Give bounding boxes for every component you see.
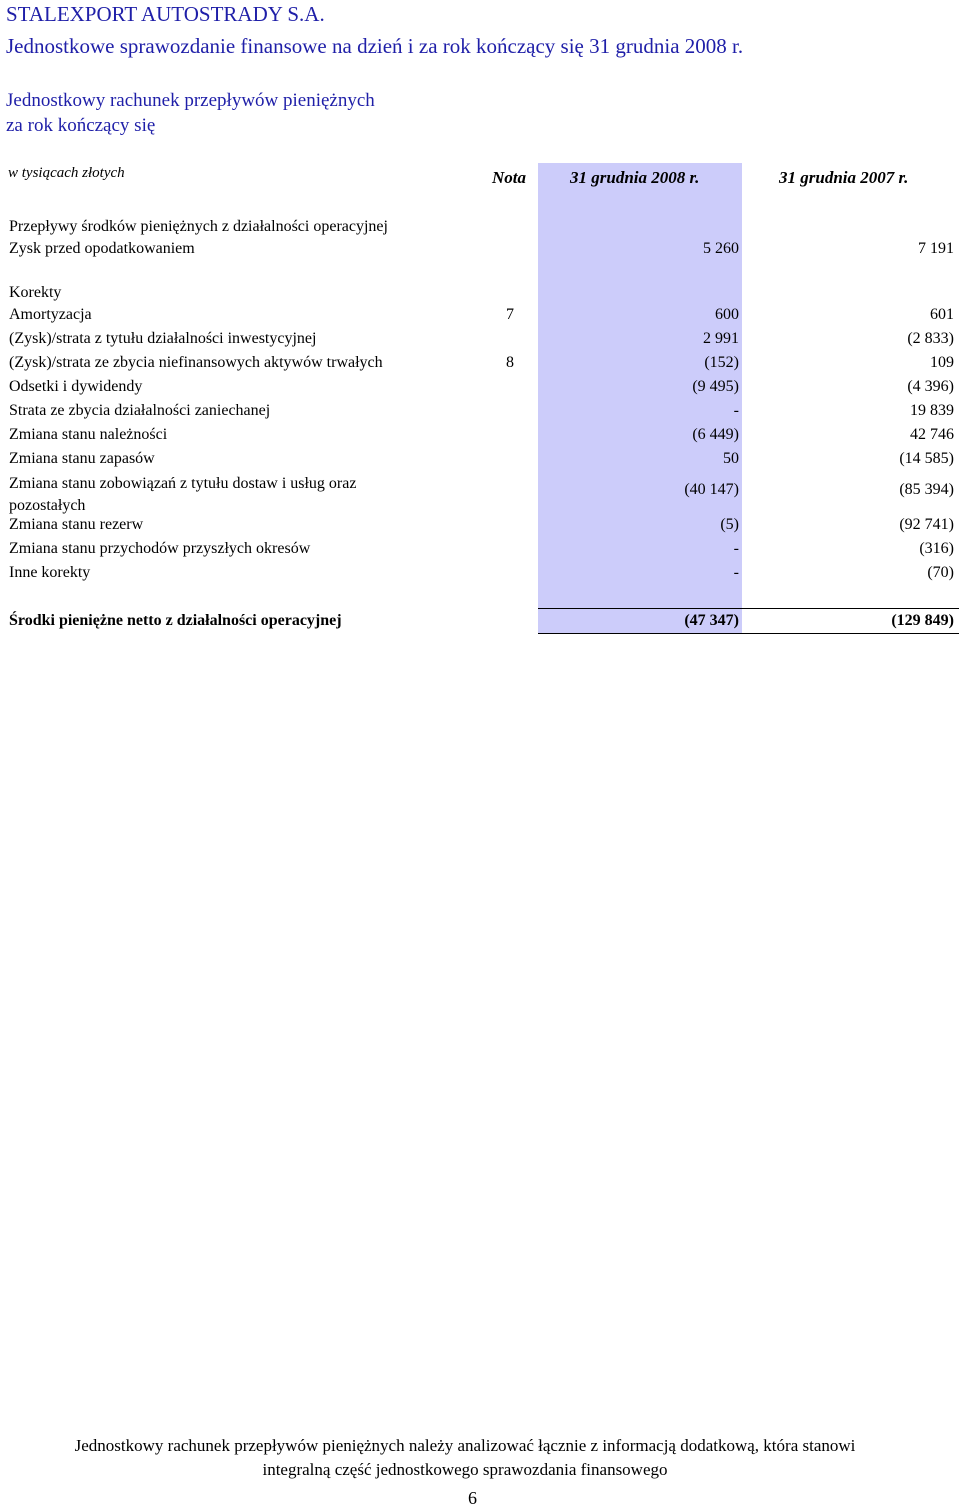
table-row: [0, 564, 960, 588]
total-label: Środki pieniężne netto z działalności operacyjnej: [9, 612, 342, 629]
row-2007: (2 833): [907, 330, 954, 347]
company-name: STALEXPORT AUTOSTRADY S.A.: [6, 2, 325, 26]
table-row: [0, 426, 960, 450]
table-row: [0, 306, 960, 330]
row-2008: 2 991: [703, 330, 739, 347]
row-2008: 50: [723, 450, 739, 467]
col-2008-header: 31 grudnia 2008 r.: [570, 168, 700, 187]
table-row: [0, 402, 960, 426]
row-2007: (92 741): [899, 516, 954, 533]
row-2008: 600: [715, 306, 739, 323]
row-2007: (85 394): [899, 481, 954, 498]
total-bottom-rule: [538, 633, 959, 634]
statement-subtitle: za rok kończący się: [6, 115, 156, 136]
adjustments-title-row: [0, 284, 960, 308]
footer-note-line2: integralną część jednostkowego sprawozdania finansowego: [262, 1460, 668, 1479]
profit-row: [0, 240, 960, 264]
row-2007: 109: [930, 354, 954, 371]
section-title: Przepływy środków pieniężnych z działalności operacyjnej: [9, 218, 388, 235]
nota-header: Nota: [492, 168, 526, 187]
section-title-row: [0, 218, 960, 242]
row-label: Inne korekty: [9, 564, 91, 581]
row-2007: 601: [930, 306, 954, 323]
row-2008: -: [733, 402, 739, 419]
row-label: (Zysk)/strata ze zbycia niefinansowych aktywów trwałych: [9, 354, 383, 371]
row-2008: (40 147): [684, 481, 739, 498]
statement-title: Jednostkowy rachunek przepływów pieniężnych: [6, 90, 375, 111]
row-2008: (6 449): [692, 426, 739, 443]
row-label: Zmiana stanu zapasów: [9, 450, 155, 467]
row-2008: (9 495): [692, 378, 739, 395]
unit-label: w tysiącach złotych: [8, 165, 125, 181]
row-2007: (14 585): [899, 450, 954, 467]
report-title: Jednostkowe sprawozdanie finansowe na dzień i za rok kończący się 31 grudnia 2008 r.: [6, 34, 744, 58]
table-row: [0, 330, 960, 354]
total-2007: (129 849): [891, 612, 954, 629]
row-label: Zmiana stanu przychodów przyszłych okresów: [9, 540, 311, 557]
table-row: [0, 516, 960, 540]
table-row: [0, 378, 960, 402]
row-nota: 7: [506, 306, 514, 323]
row-label: Strata ze zbycia działalności zaniechanej: [9, 402, 271, 419]
row-2008: -: [733, 564, 739, 581]
row-label: Odsetki i dywidendy: [9, 378, 143, 395]
row-label: Zmiana stanu należności: [9, 426, 168, 443]
row-label: Amortyzacja: [9, 306, 92, 323]
row-nota: 8: [506, 354, 514, 371]
row-2007: 19 839: [910, 402, 954, 419]
row-2007: (4 396): [907, 378, 954, 395]
col-2007-header: 31 grudnia 2007 r.: [779, 168, 909, 187]
row-2007: (316): [919, 540, 954, 557]
profit-2007: 7 191: [918, 240, 954, 257]
row-label: Zmiana stanu zobowiązań z tytułu dostaw i usług oraz pozostałych: [9, 475, 357, 514]
table-row: [0, 354, 960, 378]
row-2007: (70): [927, 564, 954, 581]
profit-label: Zysk przed opodatkowaniem: [9, 240, 195, 257]
total-top-rule: [538, 608, 959, 609]
footer-note-line1: Jednostkowy rachunek przepływów pieniężnych należy analizować łącznie z informacją dodatkową, która stanowi: [74, 1436, 856, 1455]
row-2008: (152): [704, 354, 739, 371]
total-2008: (47 347): [684, 612, 739, 629]
page-number: 6: [468, 1488, 477, 1508]
row-2008: (5): [720, 516, 739, 533]
table-row: [0, 540, 960, 564]
row-2008: -: [733, 540, 739, 557]
table-row: [0, 450, 960, 474]
row-2007: 42 746: [910, 426, 954, 443]
adjustments-title: Korekty: [9, 284, 62, 301]
row-label: (Zysk)/strata z tytułu działalności inwestycyjnej: [9, 330, 317, 347]
row-label: Zmiana stanu rezerw: [9, 516, 144, 533]
profit-2008: 5 260: [703, 240, 739, 257]
